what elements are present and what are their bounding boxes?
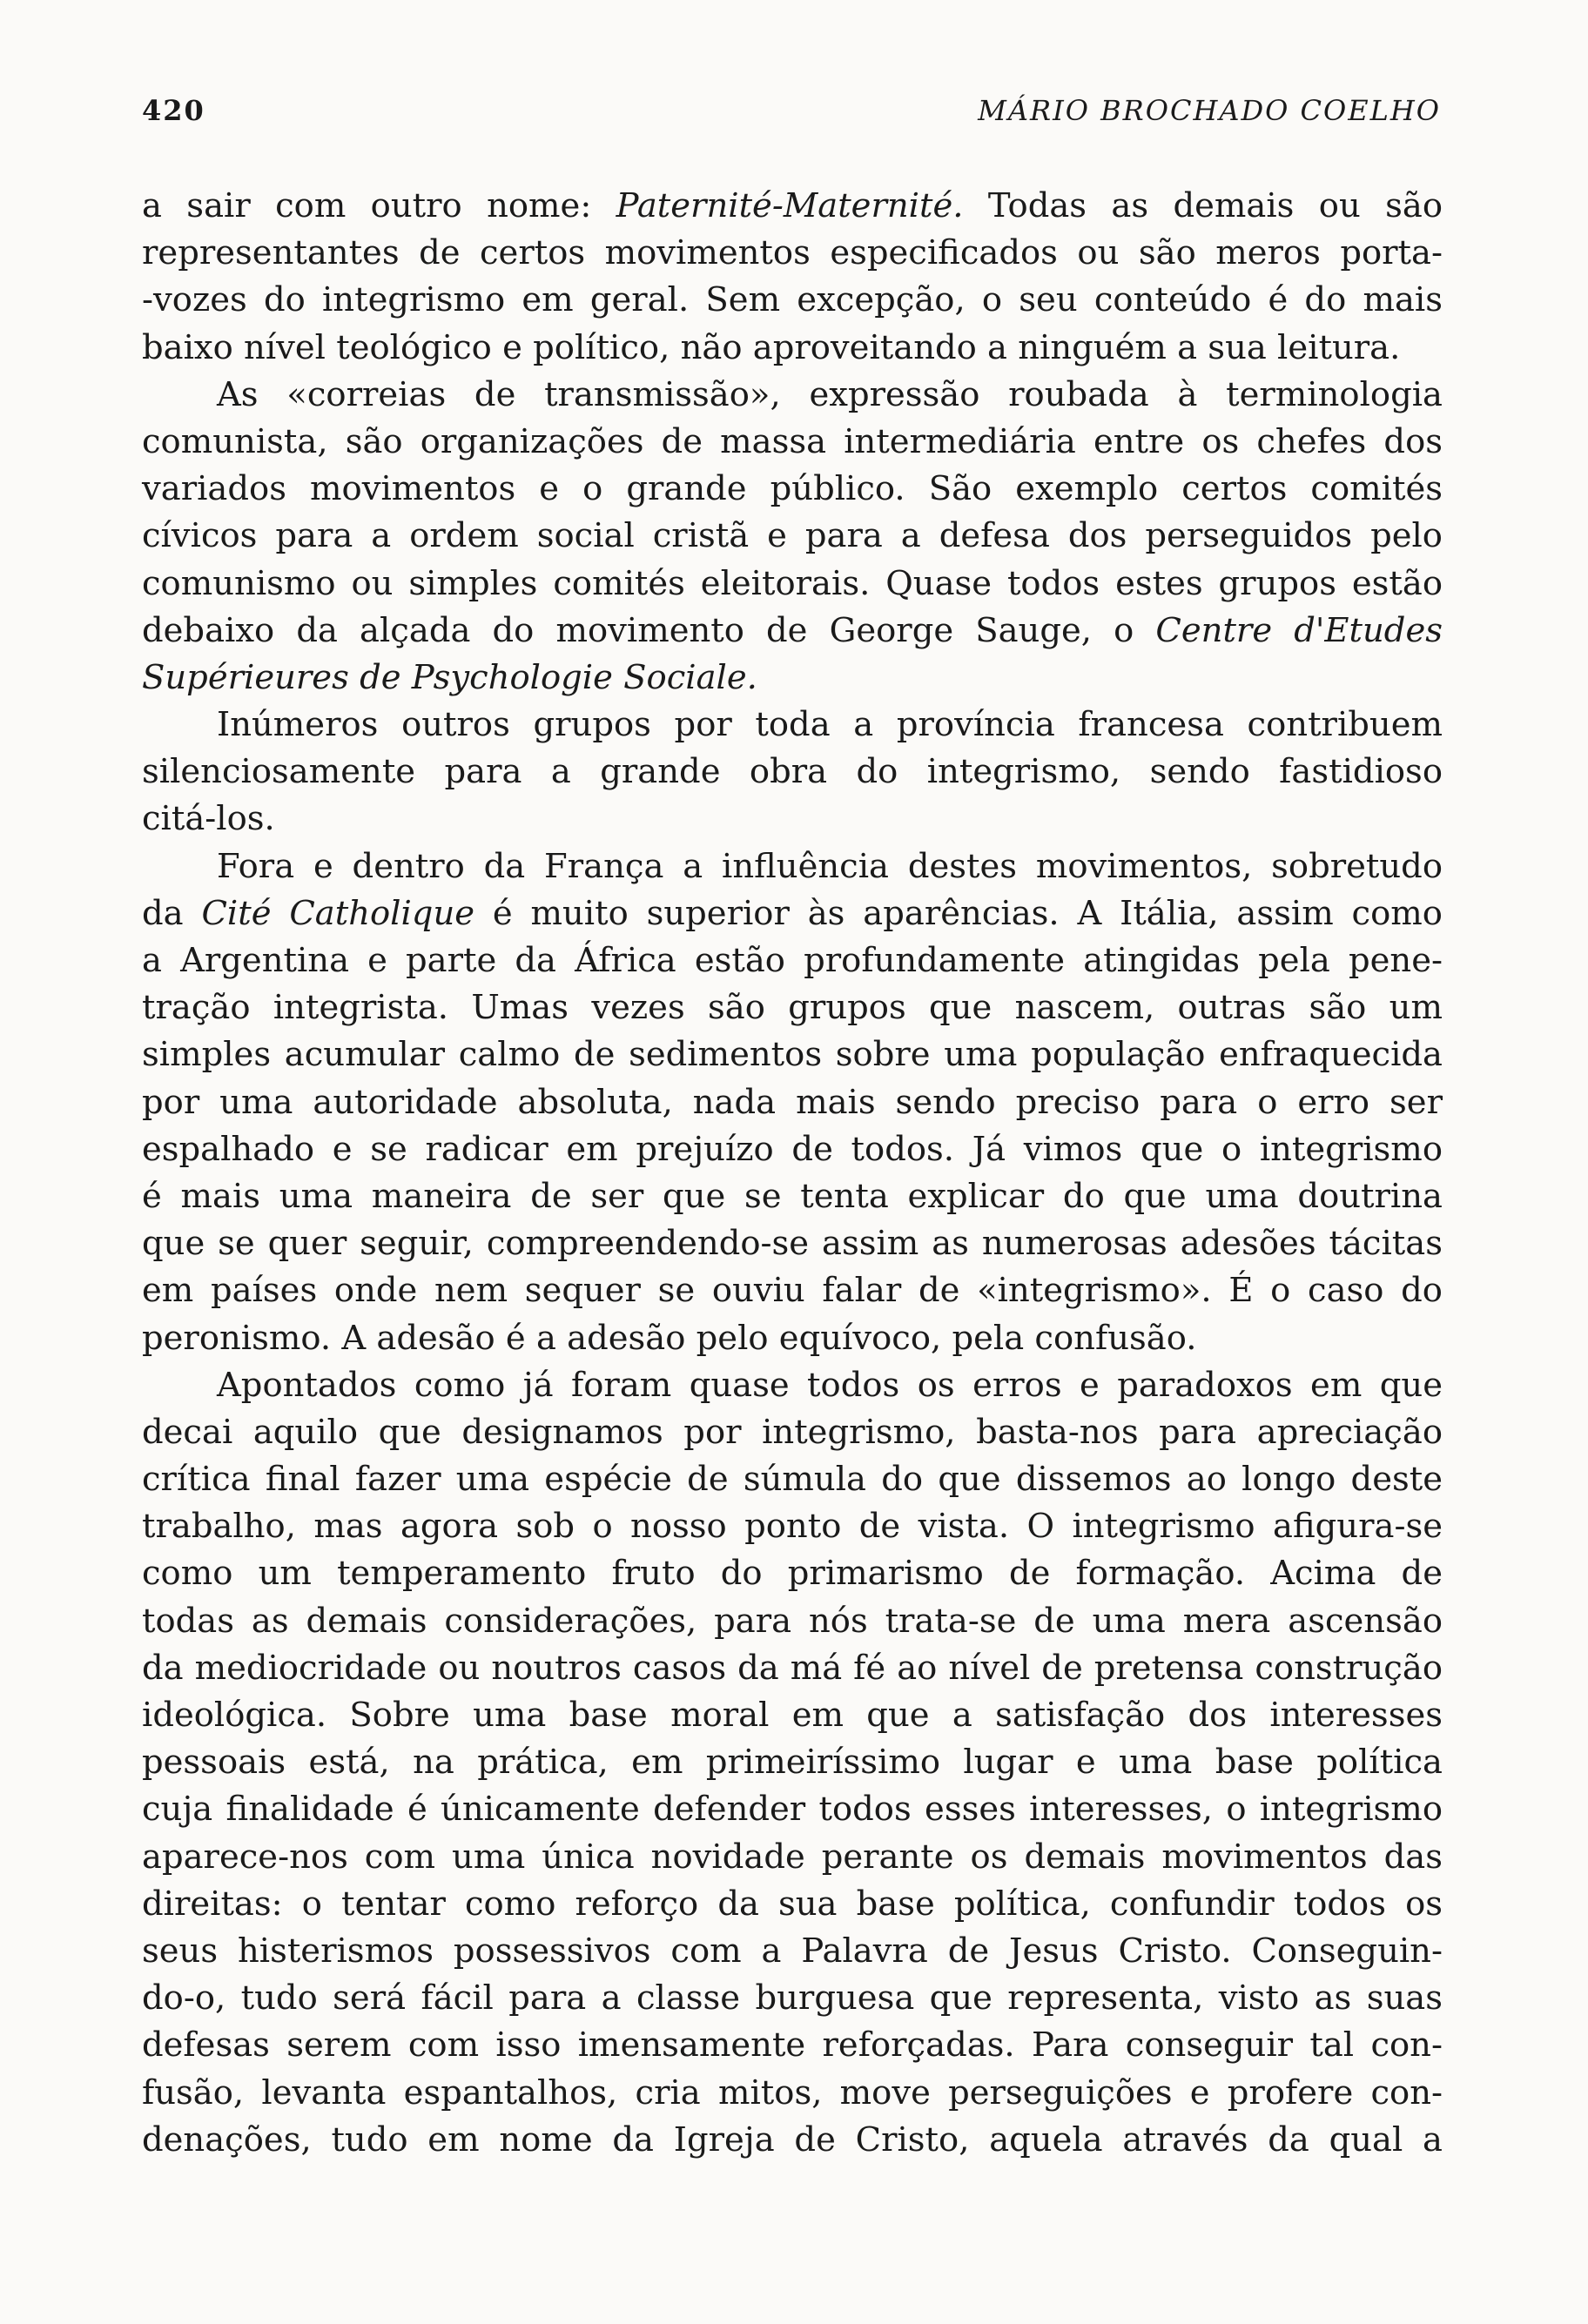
text-run: comunista, são organizações de massa intermediária entre os chefes dos — [142, 421, 1443, 461]
text-line — [142, 1079, 1443, 1126]
text-line — [142, 1315, 1443, 1362]
text-run: simples acumular calmo de sedimentos sobre uma população enfraquecida — [142, 1035, 1443, 1075]
text-run: Fora e dentro da França a influência destes movimentos, sobretudo — [217, 846, 1443, 886]
text-line — [142, 372, 1443, 419]
text-run: que se quer seguir, compreendendo-se assim as numerosas adesões tácitas — [142, 1224, 1443, 1264]
text-run: cuja finalidade é únicamente defender todos esses interesses, o integrismo — [142, 1790, 1443, 1830]
text-line — [142, 183, 1443, 230]
text-run: da mediocridade ou noutros casos da má fé ao nível de pretensa construção — [142, 1648, 1443, 1688]
text-run: citá-los. — [142, 799, 275, 839]
paragraph — [142, 702, 1443, 843]
text-run: a Argentina e parte da África estão profundamente atingidas pela pene- — [142, 941, 1443, 980]
text-run: espalhado e se radicar em prejuízo de todos. Já vimos que o integrismo — [142, 1129, 1443, 1169]
text-line — [142, 702, 1443, 749]
text-line — [142, 2070, 1443, 2117]
text-run: variados movimentos e o grande público. São exemplo certos comités — [142, 469, 1443, 509]
text-line — [142, 1456, 1443, 1503]
italic-text: Cité Catholique — [201, 893, 475, 933]
text-run: Apontados como já foram quase todos os erros e paradoxos em que — [217, 1365, 1443, 1405]
text-line — [142, 1834, 1443, 1881]
text-run: crítica final fazer uma espécie de súmula do que dissemos ao longo deste — [142, 1460, 1443, 1500]
text-line — [142, 1881, 1443, 1928]
text-run: direitas: o tentar como reforço da sua base política, confundir todos os — [142, 1884, 1443, 1924]
text-run: fusão, levanta espantalhos, cria mitos, move perseguições e profere con- — [142, 2072, 1443, 2112]
page-number: 420 — [142, 94, 205, 127]
text-run: silenciosamente para a grande obra do integrismo, sendo fastidioso — [142, 752, 1443, 792]
text-line — [142, 1362, 1443, 1409]
text-run: todas as demais considerações, para nós trata-se de uma mera ascensão — [142, 1601, 1443, 1641]
text-line — [142, 230, 1443, 277]
text-run: aparece-nos com uma única novidade perante os demais movimentos das — [142, 1837, 1443, 1877]
paragraph — [142, 372, 1443, 702]
text-run: Todas as demais ou são — [963, 186, 1443, 225]
paragraph — [142, 843, 1443, 1362]
text-run: por uma autoridade absoluta, nada mais sendo preciso para o erro ser — [142, 1082, 1443, 1122]
page-header — [142, 94, 1441, 138]
text-run: da — [142, 893, 202, 933]
text-run: em países onde nem sequer se ouviu falar de «integrismo». É o caso do — [142, 1271, 1443, 1311]
text-line — [142, 655, 1443, 702]
text-line — [142, 1975, 1443, 2022]
text-run: cívicos para a ordem social cristã e para a defesa dos perseguidos pelo — [142, 516, 1443, 556]
text-line — [142, 1267, 1443, 1314]
italic-text: Centre d'Etudes — [1155, 610, 1443, 650]
paragraph — [142, 183, 1443, 372]
text-line — [142, 277, 1443, 324]
text-line — [142, 1739, 1443, 1786]
text-line — [142, 937, 1443, 984]
text-line — [142, 1220, 1443, 1267]
text-run: do-o, tudo será fácil para a classe burguesa que representa, visto as suas — [142, 1978, 1443, 2018]
text-run: Inúmeros outros grupos por toda a província francesa contribuem — [217, 705, 1443, 745]
text-run: defesas serem com isso imensamente reforçadas. Para conseguir tal con- — [142, 2025, 1443, 2065]
text-run: a sair com outro nome: — [142, 186, 616, 225]
text-line — [142, 1786, 1443, 1833]
text-run: trabalho, mas agora sob o nosso ponto de vista. O integrismo afigura-se — [142, 1507, 1443, 1547]
text-line — [142, 796, 1443, 843]
text-run: debaixo da alçada do movimento de George Sauge, o — [142, 610, 1156, 650]
text-line — [142, 561, 1443, 608]
text-line — [142, 1645, 1443, 1692]
text-line — [142, 1598, 1443, 1645]
text-run: As «correias de transmissão», expressão roubada à terminologia — [217, 374, 1443, 414]
body-text — [142, 183, 1443, 2164]
text-line — [142, 1173, 1443, 1220]
text-run: representantes de certos movimentos especificados ou são meros porta- — [142, 233, 1443, 273]
text-line — [142, 1126, 1443, 1173]
text-run: baixo nível teológico e político, não aproveitando a ninguém a sua leitura. — [142, 327, 1401, 367]
text-run: pessoais está, na prática, em primeiríssimo lugar e uma base política — [142, 1743, 1443, 1783]
text-line — [142, 1928, 1443, 1975]
text-run: peronismo. A adesão é a adesão pelo equívoco, pela confusão. — [142, 1318, 1197, 1358]
italic-text: Paternité-Maternité. — [616, 186, 964, 225]
paragraph — [142, 1362, 1443, 2164]
text-run: seus histerismos possessivos com a Palavra de Jesus Cristo. Conseguin- — [142, 1931, 1443, 1971]
text-run: decai aquilo que designamos por integrismo, basta-nos para apreciação — [142, 1412, 1443, 1452]
text-run: -vozes do integrismo em geral. Sem excepção, o seu conteúdo é do mais — [142, 280, 1443, 320]
text-line — [142, 325, 1443, 372]
text-run: é mais uma maneira de ser que se tenta explicar do que uma doutrina — [142, 1176, 1443, 1216]
text-line — [142, 1031, 1443, 1078]
text-run: ideológica. Sobre uma base moral em que a satisfação dos interesses — [142, 1696, 1443, 1735]
text-run: comunismo ou simples comités eleitorais. Quase todos estes grupos estão — [142, 563, 1443, 603]
text-run: como um temperamento fruto do primarismo de formação. Acima de — [142, 1554, 1443, 1594]
italic-text: Supérieures de Psychologie Sociale. — [142, 657, 757, 697]
text-line — [142, 843, 1443, 890]
text-line — [142, 466, 1443, 513]
text-line — [142, 749, 1443, 796]
text-run: é muito superior às aparências. A Itália, assim como — [474, 893, 1443, 933]
text-line — [142, 608, 1443, 655]
text-line — [142, 890, 1443, 937]
text-line — [142, 1692, 1443, 1739]
text-run: tração integrista. Umas vezes são grupos que nascem, outras são um — [142, 988, 1443, 1028]
text-line — [142, 2117, 1443, 2164]
text-line — [142, 984, 1443, 1031]
running-head: MÁRIO BROCHADO COELHO — [978, 94, 1441, 127]
text-line — [142, 2022, 1443, 2069]
text-run: denações, tudo em nome da Igreja de Cristo, aquela através da qual a — [142, 2119, 1443, 2159]
text-line — [142, 419, 1443, 466]
text-line — [142, 1409, 1443, 1456]
text-line — [142, 513, 1443, 560]
text-line — [142, 1503, 1443, 1550]
text-line — [142, 1550, 1443, 1597]
